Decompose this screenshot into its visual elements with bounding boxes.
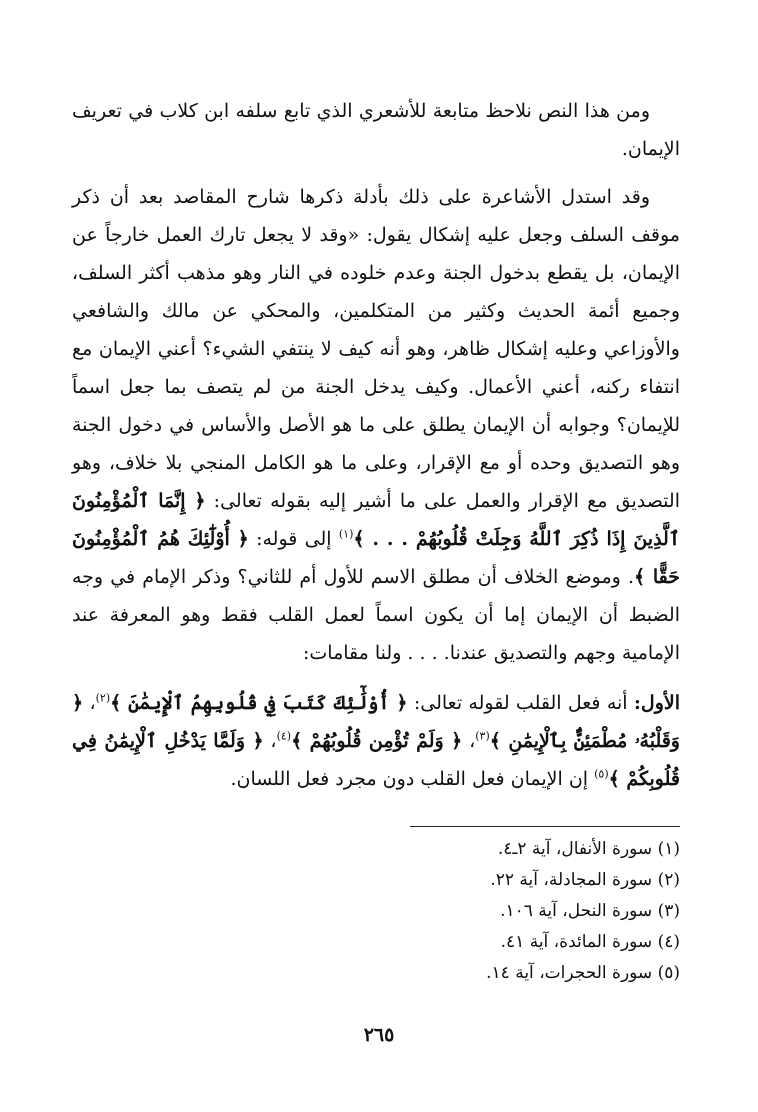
footnotes [300, 834, 680, 989]
paragraph-gap [72, 168, 680, 178]
footnote-1: (١) سورة الأنفال، آية ٢ـ٤. [497, 839, 680, 859]
footnote-ref-3: (٣) [475, 729, 490, 743]
quran-verse-3: ﴿ أُوْلَٰٓئِكَ كَتَبَ فِي قُلُوبِهِمُ ٱلْإِيمَٰنَ ﴾ [110, 692, 408, 714]
paragraph-2-text-1: وقد استدل الأشاعرة على ذلك بأدلة ذكرها شارح المقاصد بعد أن ذكر موقف السلف وجعل عليه إشكال يقول: «وقد لا يجعل تارك العمل خارجاً عن الإيمان، بل يقطع بدخول الجنة وعدم خلوده في النار وهو مذهب أكثر السلف، وجميع أئمة الحديث وكثير من المتكلمين، والمحكي عن مالك والشافعي والأوزاعي وعليه إشكال ظاهر، وهو أنه كيف لا ينتفي الشيء؟ أعني الإيمان مع انتفاء ركنه، أعني الأعمال. وكيف يدخل الجنة من لم يتصف بما جعل اسماً للإيمان؟ وجوابه أن الإيمان يطلق على ما هو الأصل والأساس في دخول الجنة وهو التصديق وحده أو مع الإقرار، وعلى ما هو الكامل المنجي بلا خلاف، وهو التصديق مع الإقرار والعمل على ما أشير إليه بقوله تعالى: [72, 186, 680, 512]
paragraph-1: ومن هذا النص نلاحظ متابعة للأشعري الذي تابع سلفه ابن كلاب في تعريف الإيمان. [72, 100, 680, 160]
quran-verse-6: ﴿ وَلَمَّا يَدْخُلِ ٱلْإِيمَٰنُ فِي قُلُوبِكُمْ ﴾ [72, 730, 680, 790]
quran-verse-1: ﴿ إِنَّمَا ٱلْمُؤْمِنُونَ ٱلَّذِينَ إِذَا ذُكِرَ ٱللَّهُ وَجِلَتْ قُلُوبُهُمْ . . . ﴾ [72, 490, 680, 550]
separator: ، [83, 692, 96, 714]
separator: ، [263, 730, 277, 752]
separator: ، [462, 730, 476, 752]
first-point [72, 684, 680, 798]
first-point-heading: الأول: [633, 692, 680, 714]
footnote-ref-5: (٥) [594, 767, 609, 781]
first-point-text-1: أنه فعل القلب لقوله تعالى: [407, 692, 634, 714]
footnote-divider [410, 826, 680, 827]
quran-verse-2: ﴿ أُوْلَٰٓئِكَ هُمُ ٱلْمُؤْمِنُونَ حَقًّا ﴾ [72, 528, 680, 588]
footnote-ref-2: (٢) [95, 691, 111, 705]
paragraph-2-text-2: إلى قوله: [248, 528, 339, 550]
paragraph-gap [72, 672, 680, 684]
quran-verse-4: ﴿ وَقَلْبُهُۥ مُطْمَئِنٌّۢ بِٱلْإِيمَٰنِ ﴾ [72, 692, 680, 752]
footnote-2: (٢) سورة المجادلة، آية ٢٢. [490, 870, 680, 890]
page-number: ٢٦٥ [363, 1024, 395, 1046]
footnote-ref-1: (١) [338, 527, 354, 541]
paragraph-2-text-3: . وموضع الخلاف أن مطلق الاسم للأول أم للثاني؟ وذكر الإمام في وجه الضبط أن الإيمان إما أن يكون اسماً لعمل القلب فقط وهو المعرفة عند الإمامية وجهم والتصديق عندنا. . . . ولنا مقامات: [72, 566, 680, 664]
footnote-3: (٣) سورة النحل، آية ١٠٦. [500, 901, 680, 921]
footnote-4: (٤) سورة المائدة، آية ٤١. [500, 932, 680, 952]
main-text [72, 92, 680, 798]
quran-verse-5: ﴿ وَلَمْ تُؤْمِن قُلُوبُهُمْ ﴾ [291, 730, 463, 752]
footnote-ref-4: (٤) [276, 729, 292, 743]
footnote-5: (٥) سورة الحجرات، آية ١٤. [486, 963, 680, 983]
first-point-text-2: إن الإيمان فعل القلب دون مجرد فعل اللسان. [230, 768, 595, 790]
paragraph-2 [72, 178, 680, 672]
